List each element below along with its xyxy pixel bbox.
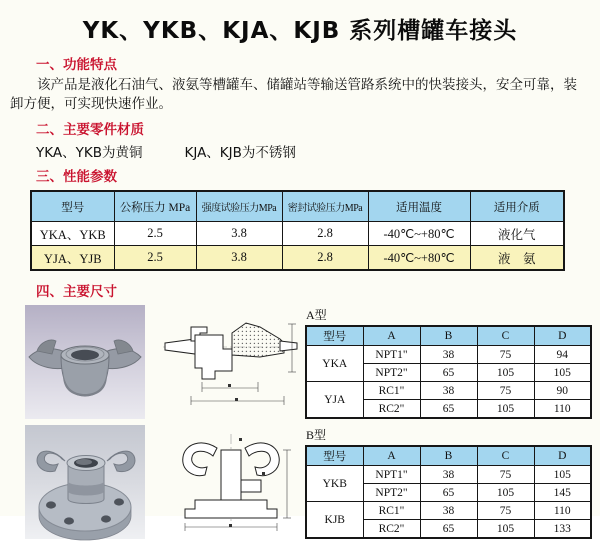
section-heading-materials: 二、主要零件材质 — [36, 122, 144, 139]
section-heading-dimensions: 四、主要尺寸 — [36, 284, 117, 301]
cell: 105 — [477, 364, 534, 382]
cell: 75 — [477, 346, 534, 364]
cell: NPT2" — [363, 484, 420, 502]
coupling-drawing-a — [157, 305, 305, 419]
col-header-strength-test: 强度试验压力MPa — [196, 191, 282, 222]
section-heading-features: 一、功能特点 — [36, 57, 117, 73]
cell: 105 — [477, 400, 534, 419]
col-header-nominal-pressure: 公称压力 MPa — [114, 191, 196, 222]
cell: 2.8 — [282, 246, 368, 271]
materials-left: YKA、YKB为黄铜 — [36, 145, 143, 162]
cell: 3.8 — [196, 246, 282, 271]
cell: 2.5 — [114, 246, 196, 271]
cell: 105 — [477, 520, 534, 539]
cell: -40℃~+80℃ — [368, 222, 470, 246]
model-cell: YKA — [306, 346, 363, 382]
cell: NPT2" — [363, 364, 420, 382]
cell: 105 — [477, 484, 534, 502]
cell: 75 — [477, 382, 534, 400]
cell: 105 — [534, 466, 591, 484]
coupling-photo-a — [25, 305, 145, 419]
col-header-b: B — [420, 326, 477, 346]
dim-header-row — [306, 446, 591, 466]
cell: RC1" — [363, 382, 420, 400]
cell: 110 — [534, 400, 591, 419]
col-header-d: D — [534, 326, 591, 346]
cell: 75 — [477, 466, 534, 484]
table-row — [306, 466, 591, 484]
table-row — [306, 346, 591, 364]
col-header-model: 型号 — [31, 191, 114, 222]
col-header-a: A — [363, 326, 420, 346]
dimension-row-b — [25, 425, 584, 539]
col-header-model: 型号 — [306, 446, 363, 466]
type-a-table-block — [305, 305, 592, 419]
cross-section-drawing — [169, 432, 293, 532]
cell: 65 — [420, 484, 477, 502]
col-header-d: D — [534, 446, 591, 466]
cell: -40℃~+80℃ — [368, 246, 470, 271]
materials-text — [36, 141, 600, 161]
table-row — [306, 502, 591, 520]
cell: RC1" — [363, 502, 420, 520]
cell: RC2" — [363, 400, 420, 419]
section-heading-performance: 三、性能参数 — [36, 169, 117, 186]
col-header-c: C — [477, 326, 534, 346]
col-header-model: 型号 — [306, 326, 363, 346]
cell: NPT1" — [363, 346, 420, 364]
wing-coupling-image — [25, 305, 145, 419]
cell: 133 — [534, 520, 591, 539]
cell: 90 — [534, 382, 591, 400]
col-header-c: C — [477, 446, 534, 466]
cell: 2.8 — [282, 222, 368, 246]
coupling-photo-b — [25, 425, 145, 539]
col-header-temperature: 适用温度 — [368, 191, 470, 222]
cell: NPT1" — [363, 466, 420, 484]
type-a-dimension-table — [305, 325, 592, 419]
cell: 38 — [420, 502, 477, 520]
type-b-dimension-table — [305, 445, 592, 539]
col-header-medium: 适用介质 — [470, 191, 564, 222]
model-cell: KJB — [306, 502, 363, 539]
cell: 65 — [420, 520, 477, 539]
cell: 2.5 — [114, 222, 196, 246]
cross-section-drawing — [161, 314, 301, 410]
cell: 液化气 — [470, 222, 564, 246]
cell: 65 — [420, 400, 477, 419]
cell: 145 — [534, 484, 591, 502]
cell: 38 — [420, 346, 477, 364]
performance-header-row — [31, 191, 564, 222]
col-header-seal-test: 密封试验压力MPa — [282, 191, 368, 222]
cell: 65 — [420, 364, 477, 382]
col-header-a: A — [363, 446, 420, 466]
type-a-label: A型 — [306, 308, 327, 323]
cell: 110 — [534, 502, 591, 520]
dim-header-row — [306, 326, 591, 346]
col-header-b: B — [420, 446, 477, 466]
cell: RC2" — [363, 520, 420, 539]
table-row — [31, 222, 564, 246]
coupling-drawing-b — [157, 425, 305, 539]
cell: YJA、YJB — [31, 246, 114, 271]
type-b-label: B型 — [306, 428, 327, 443]
cell: 94 — [534, 346, 591, 364]
cell: YKA、YKB — [31, 222, 114, 246]
features-paragraph: 该产品是液化石油气、液氨等槽罐车、储罐站等输送管路系统中的快装接头，安全可靠，装卸方便，可实现快速作业。 — [10, 77, 577, 113]
cell: 3.8 — [196, 222, 282, 246]
dimension-row-a — [25, 305, 584, 419]
model-cell: YKB — [306, 466, 363, 502]
cell: 液 氨 — [470, 246, 564, 271]
table-row — [31, 246, 564, 271]
cell: 105 — [534, 364, 591, 382]
model-cell: YJA — [306, 382, 363, 419]
table-row — [306, 382, 591, 400]
performance-table — [30, 190, 565, 271]
cell: 38 — [420, 382, 477, 400]
cell: 38 — [420, 466, 477, 484]
type-b-table-block — [305, 425, 592, 539]
flanged-coupling-image — [25, 425, 145, 539]
cell: 75 — [477, 502, 534, 520]
materials-right: KJA、KJB为不锈钢 — [184, 145, 296, 162]
page-title: YK、YKB、KJA、KJB 系列槽罐车接头 — [82, 18, 518, 44]
